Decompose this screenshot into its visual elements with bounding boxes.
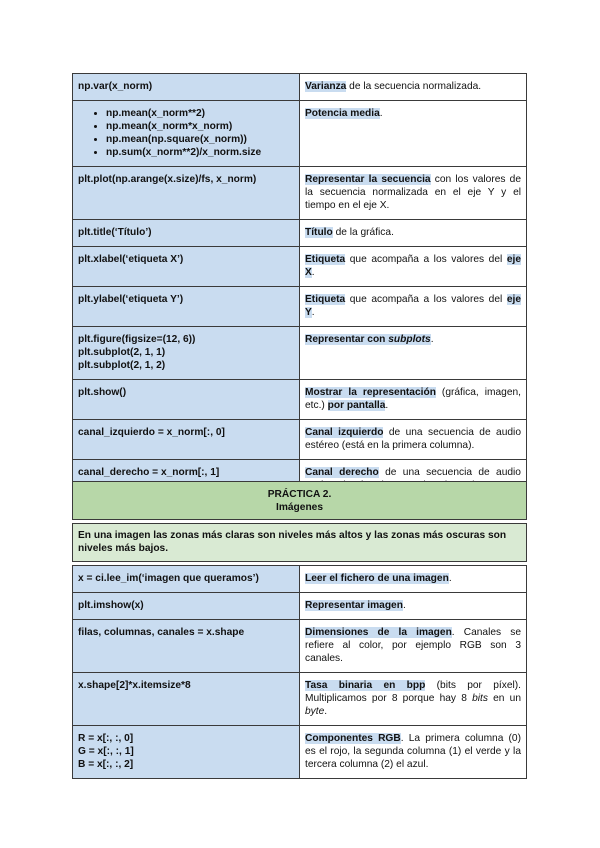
table-row	[73, 220, 527, 247]
description-cell	[300, 247, 527, 287]
table-row	[73, 566, 527, 593]
description-text: .	[324, 706, 328, 717]
description-text: de la gráfica.	[332, 227, 394, 238]
code-cell: plt.title(‘Título’)	[73, 220, 300, 247]
highlight-text: Título	[305, 227, 333, 238]
description-cell	[300, 74, 527, 101]
code-cell: np.var(x_norm)	[73, 74, 300, 101]
highlight-text: Potencia media	[305, 108, 380, 119]
code-list	[78, 107, 294, 159]
highlight-text: Representar imagen	[305, 600, 403, 611]
list-item: • np.sum(x_norm**2)/x_norm.size	[106, 146, 294, 159]
highlight-text: Varianza	[305, 81, 347, 92]
code-cell: filas, columnas, canales = x.shape	[73, 620, 300, 673]
description-text: que acompaña a los valores del	[345, 294, 507, 305]
description-text: que acompaña a los valores del	[345, 254, 507, 265]
table-row	[73, 247, 527, 287]
description-text: (gráfica, imagen, etc.)	[305, 387, 521, 411]
description-text: de una secuencia de audio	[385, 467, 521, 478]
description-cell	[300, 420, 527, 460]
highlight-text: por pantalla	[327, 400, 386, 411]
table-row	[73, 420, 527, 460]
intro-text: En una imagen las zonas más claras son niveles más altos y las zonas más oscuras son niveles más bajos.	[73, 524, 527, 562]
code-line: G = x[:, :, 1]	[78, 746, 134, 757]
table-row	[73, 167, 527, 220]
highlight-text: Canal izquierdo	[305, 427, 384, 438]
description-cell	[300, 380, 527, 420]
description-text: con los valores de la secuencia normalizada en el eje Y y el tiempo en el eje X.	[305, 174, 521, 211]
list-item: • np.mean(np.square(x_norm))	[106, 133, 294, 146]
description-cell	[300, 327, 527, 380]
italic-text: bits	[472, 693, 488, 704]
code-cell	[73, 327, 300, 380]
table-row	[73, 287, 527, 327]
list-item: • np.mean(x_norm*x_norm)	[106, 120, 294, 133]
highlight-text: Tasa binaria en bpp	[305, 680, 426, 691]
code-cell: x = ci.lee_im(‘imagen que queramos’)	[73, 566, 300, 593]
highlight-text: Mostrar la representación	[305, 387, 436, 398]
description-text: .	[402, 600, 406, 611]
table-row	[73, 101, 527, 167]
description-text: . Canales se refiere al color, por ejemplo RGB son 3 canales.	[305, 627, 521, 664]
description-text: .	[430, 334, 434, 345]
code-cell: plt.plot(np.arange(x.size)/fs, x_norm)	[73, 167, 300, 220]
table-row	[73, 593, 527, 620]
description-cell	[300, 566, 527, 593]
description-text: . La primera columna (0) es el rojo, la segunda columna (1) el verde y la tercera columna (2) el azul.	[305, 733, 521, 770]
table-row	[73, 726, 527, 779]
highlight-text: Dimensiones de la imagen	[305, 627, 452, 638]
table-row	[73, 74, 527, 101]
code-line: plt.figure(figsize=(12, 6))	[78, 334, 196, 345]
code-cell	[73, 726, 300, 779]
highlight-text: Etiqueta	[305, 294, 346, 305]
description-text: .	[379, 108, 383, 119]
list-item: • np.mean(x_norm**2)	[106, 107, 294, 120]
description-cell	[300, 220, 527, 247]
code-cell: canal_derecho = x_norm[:, 1]	[73, 460, 300, 500]
table-row	[73, 327, 527, 380]
description-cell	[300, 167, 527, 220]
section-subtitle: Imágenes	[276, 502, 323, 513]
functions-table-1	[72, 73, 527, 500]
description-text: de la secuencia normalizada.	[346, 81, 482, 92]
highlight-text: Etiqueta	[305, 254, 346, 265]
description-text: .	[448, 573, 452, 584]
highlight-text-part: Representar con	[305, 334, 389, 345]
description-cell	[300, 593, 527, 620]
code-line: plt.subplot(2, 1, 1)	[78, 347, 166, 358]
code-line: plt.subplot(2, 1, 2)	[78, 360, 166, 371]
description-text: .	[385, 400, 389, 411]
description-text: de una secuencia de audio estéreo (está en la primera columna).	[305, 427, 521, 451]
code-cell: canal_izquierdo = x_norm[:, 0]	[73, 420, 300, 460]
description-text: en un	[487, 693, 521, 704]
code-cell: x.shape[2]*x.itemsize*8	[73, 673, 300, 726]
highlight-text: Leer el fichero de una imagen	[305, 573, 449, 584]
code-cell	[73, 101, 300, 167]
section-header-row	[73, 482, 527, 520]
code-cell: plt.ylabel(‘etiqueta Y’)	[73, 287, 300, 327]
description-text: .	[311, 267, 315, 278]
table-row	[73, 620, 527, 673]
italic-text: subplots	[388, 334, 431, 345]
description-text: .	[311, 307, 315, 318]
description-text: (bits por píxel). Multiplicamos por 8 porque hay 8	[305, 680, 521, 704]
highlight-text: eje Y	[305, 294, 521, 318]
code-line: B = x[:, :, 2]	[78, 759, 134, 770]
table-row	[73, 380, 527, 420]
highlight-text: eje X	[305, 254, 521, 278]
table-row	[73, 673, 527, 726]
description-cell	[300, 620, 527, 673]
code-cell: plt.xlabel(‘etiqueta X’)	[73, 247, 300, 287]
section-title: PRÁCTICA 2.	[267, 489, 332, 500]
description-cell	[300, 673, 527, 726]
code-cell: plt.show()	[73, 380, 300, 420]
highlight-text: Canal derecho	[305, 467, 379, 478]
intro-row	[73, 524, 527, 562]
description-cell	[300, 101, 527, 167]
description-cell	[300, 287, 527, 327]
description-cell	[300, 726, 527, 779]
italic-text: byte	[305, 706, 325, 717]
code-line: R = x[:, :, 0]	[78, 733, 134, 744]
highlight-text: Componentes RGB	[305, 733, 401, 744]
functions-table-2	[72, 481, 527, 779]
section-header	[73, 482, 527, 520]
code-cell: plt.imshow(x)	[73, 593, 300, 620]
highlight-text: Representar la secuencia	[305, 174, 431, 185]
highlight-text	[305, 334, 431, 345]
